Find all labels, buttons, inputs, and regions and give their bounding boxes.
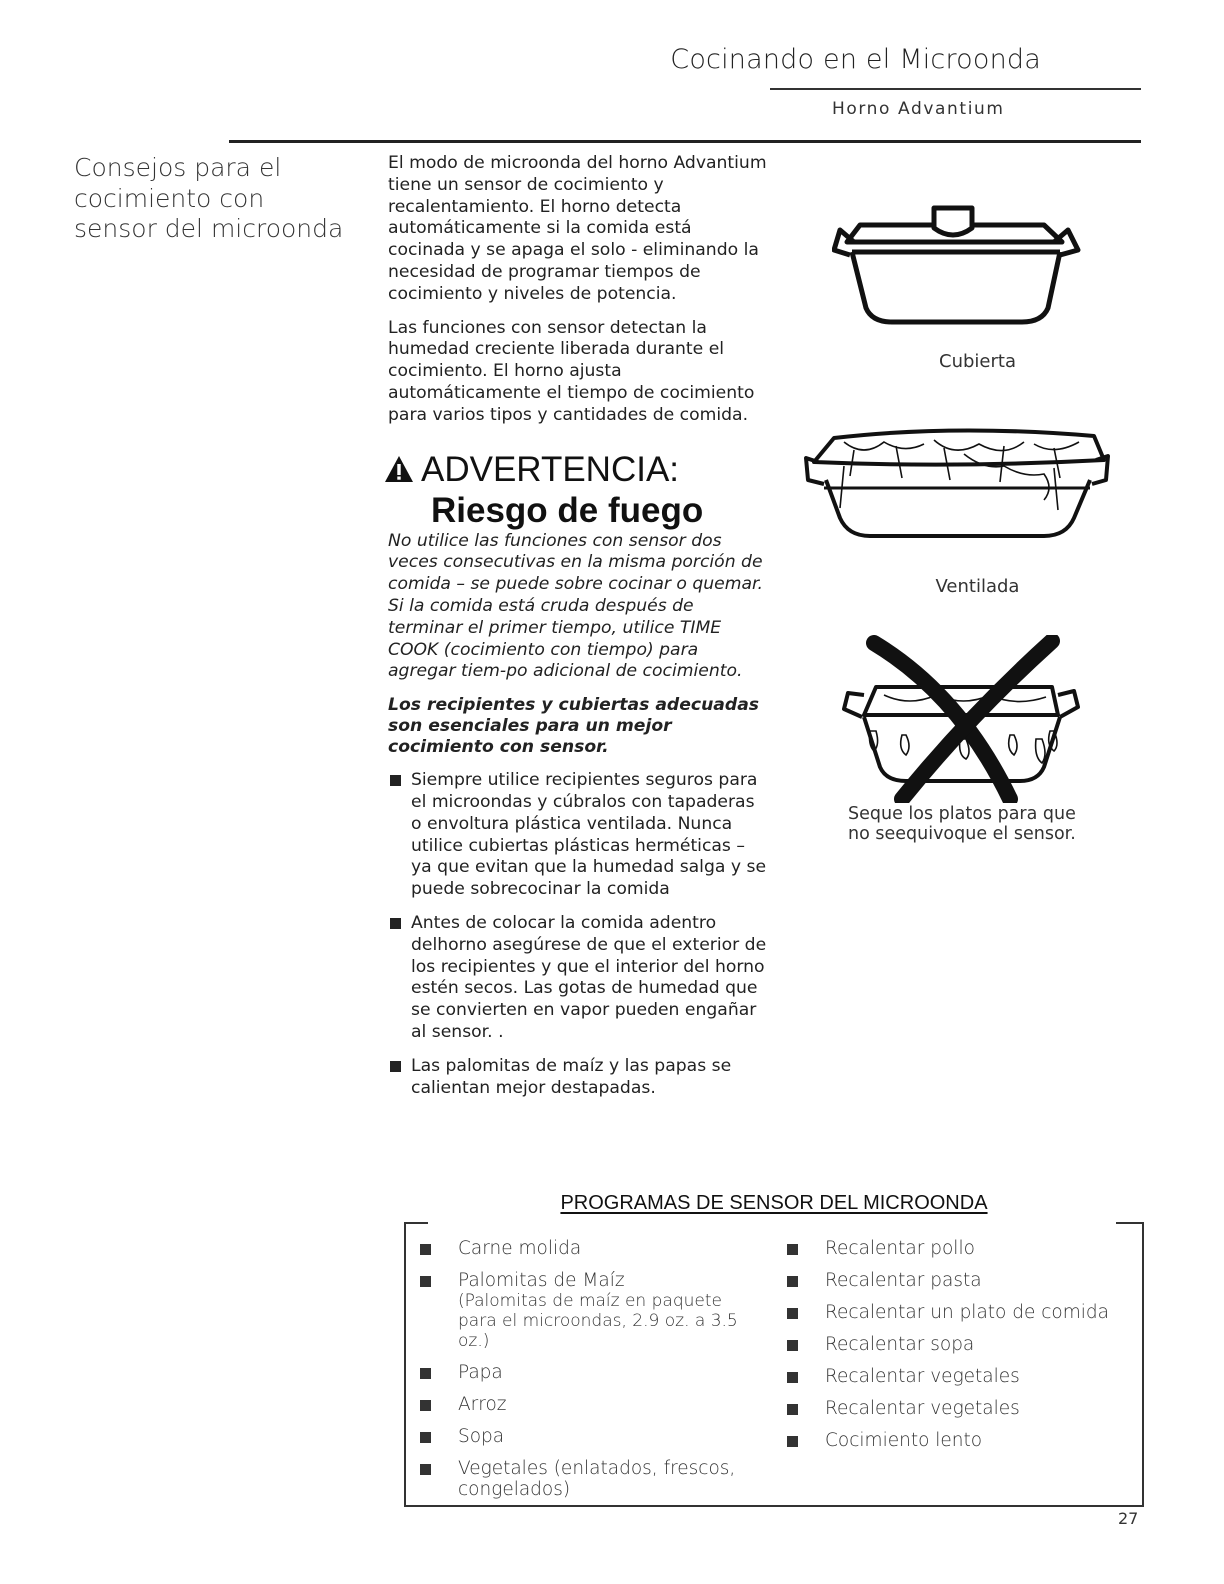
figure-caption-dry: Seque los platos para que no seequivoque el sensor. [848, 804, 1076, 844]
list-item: Recalentar pasta [787, 1270, 1132, 1291]
list-item: Arroz [420, 1394, 760, 1415]
figure-caption-covered: Cubierta [939, 351, 1016, 372]
header-title: Cocinando en el Microonda [670, 44, 1041, 75]
bullet-square-icon [420, 1276, 431, 1287]
bullet-square-icon [390, 918, 401, 929]
bullet-square-icon [420, 1244, 431, 1255]
bullet-square-icon [390, 1061, 401, 1072]
bullet-square-icon [787, 1340, 798, 1351]
bullet-square-icon [420, 1400, 431, 1411]
section-title: Consejos para el cocimiento con sensor del microonda [74, 153, 344, 243]
warning-heading: ADVERTENCIA: [421, 449, 680, 489]
programs-box-corner-right [1116, 1222, 1142, 1224]
list-item: Recalentar vegetales [787, 1398, 1132, 1419]
programs-right-column [787, 1238, 1132, 1462]
list-item: Recalentar vegetales [787, 1366, 1132, 1387]
warning-subheading: Riesgo de fuego [431, 490, 704, 530]
vented-dish-illustration [804, 418, 1110, 543]
intro-paragraph-2: Las funciones con sensor detectan la humedad creciente liberada durante el cocimiento. El horno ajusta automáticamente el tiempo de cocimiento para varios tipos y cantidades de comida. [388, 317, 755, 425]
list-item: Carne molida [420, 1238, 760, 1259]
bullet-square-icon [787, 1404, 798, 1415]
bullet-square-icon [787, 1244, 798, 1255]
bullet-square-icon [787, 1308, 798, 1319]
warning-text: No utilice las funciones con sensor dos veces consecutivas en la misma porción de comida – se puede sobre cocinar o quemar. Si la comida está cruda después de terminar el primer tiempo, utilice TIME COOK (cocimiento con tiempo) para agregar tiem-po adicional de cocimiento. [388, 530, 763, 682]
list-item: Vegetales (enlatados, frescos, congelados) [420, 1458, 760, 1500]
page-number: 27 [1118, 1509, 1139, 1528]
bullet-square-icon [787, 1372, 798, 1383]
programs-title: PROGRAMAS DE SENSOR DEL MICROONDA [560, 1192, 988, 1214]
warning-heading-block [388, 449, 768, 531]
list-item: Antes de colocar la comida adentro delhorno asegúrese de que el exterior de los recipientes y que el interior del horno estén secos. Las gotas de humedad que se convierten en vapor pueden engañar al sensor. . [388, 913, 768, 1044]
list-item: Recalentar sopa [787, 1334, 1132, 1355]
list-item: Papa [420, 1362, 760, 1383]
list-item: Palomitas de Maíz (Palomitas de maíz en paquete para el microondas, 2.9 oz. a 3.5 oz.) [420, 1270, 760, 1351]
bullet-square-icon [787, 1436, 798, 1447]
covered-dish-illustration [832, 200, 1082, 330]
section-divider [229, 140, 1141, 143]
list-item: Recalentar un plato de comida [787, 1302, 1132, 1323]
bullet-square-icon [420, 1368, 431, 1379]
header-divider [770, 88, 1141, 90]
list-item: Cocimiento lento [787, 1430, 1132, 1451]
list-item: Las palomitas de maíz y las papas se calientan mejor destapadas. [388, 1056, 768, 1100]
main-column [388, 153, 768, 1111]
wet-dish-illustration [840, 635, 1082, 803]
list-item: Recalentar pollo [787, 1238, 1132, 1259]
bullet-square-icon [787, 1276, 798, 1287]
bullet-square-icon [420, 1432, 431, 1443]
intro-paragraph-1: El modo de microonda del horno Advantium tiene un sensor de cocimiento y recalentamiento. El horno detecta automáticamente si la comida está cocinada y se apaga el solo - eliminando la necesidad de programar tiempos de cocimiento y niveles de potencia. [388, 153, 767, 304]
programs-box-corner-left [404, 1222, 428, 1224]
figure-caption-vented: Ventilada [935, 576, 1020, 597]
list-item: Siempre utilice recipientes seguros para el microondas y cúbralos con tapaderas o envoltura plástica ventilada. Nunca utilice cubiertas plásticas herméticas – ya que evitan que la humedad salga y se puede sobrecocinar la comida [388, 770, 768, 901]
list-item: Sopa [420, 1426, 760, 1447]
header-subtitle: Horno Advantium [832, 99, 1005, 119]
warning-triangle-icon [383, 454, 415, 484]
bullet-square-icon [420, 1464, 431, 1475]
bullet-square-icon [390, 775, 401, 786]
programs-left-column [420, 1238, 760, 1511]
containers-heading: Los recipientes y cubiertas adecuadas son esenciales para un mejor cocimiento con sensor. [388, 695, 760, 758]
